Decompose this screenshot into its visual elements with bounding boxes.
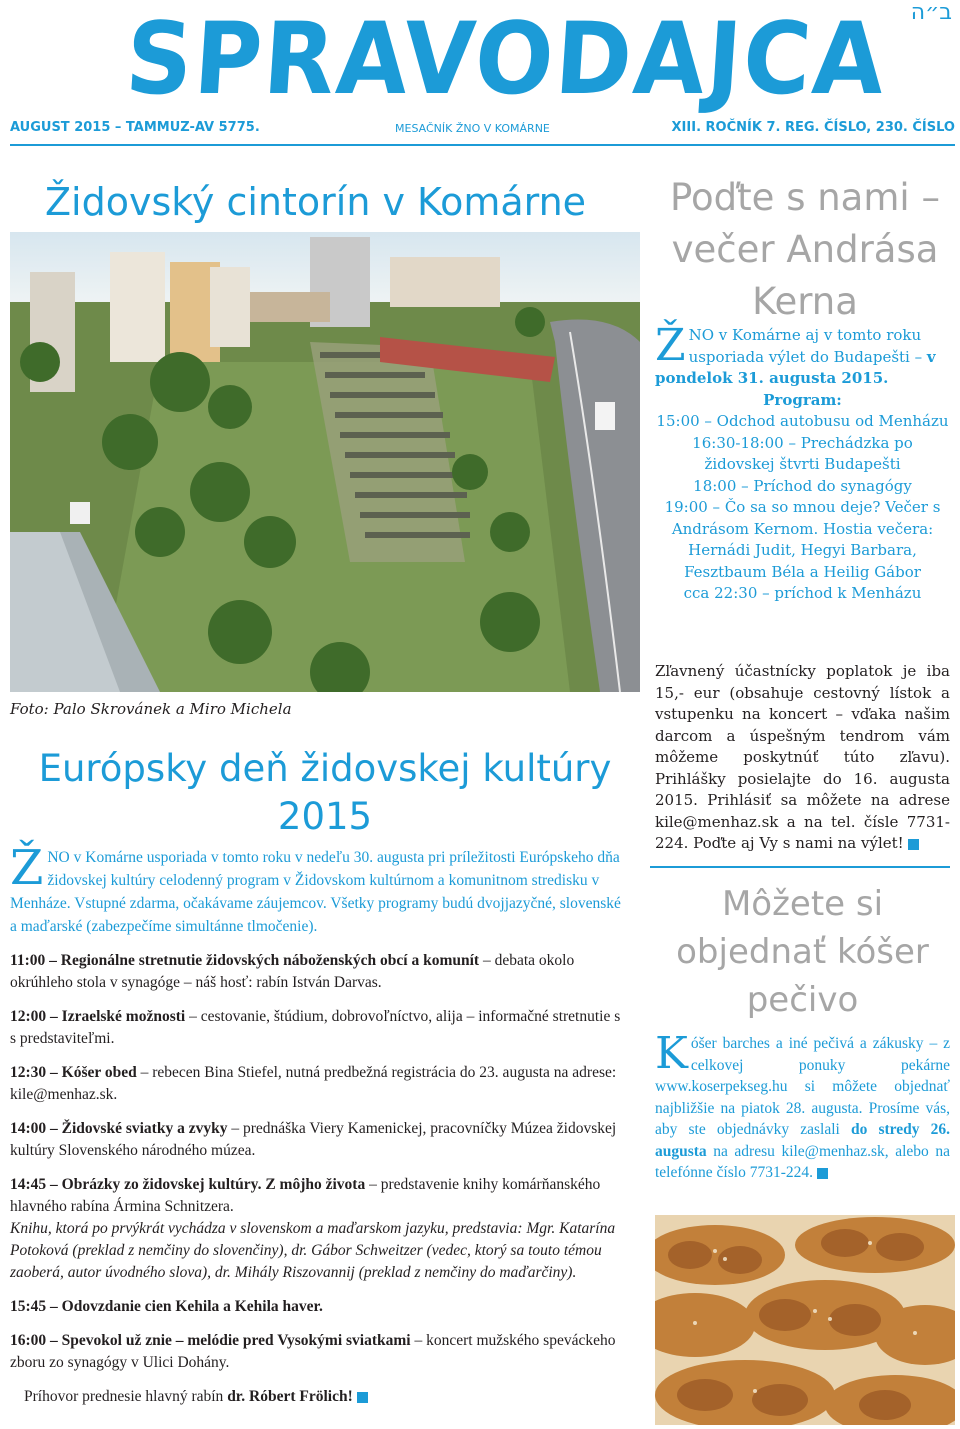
trip-program-item: 19:00 – Čo sa so mnou deje? Večer s Andrásom Kernom. Hostia večera: Hernádi Judit, Hegyi Barbara, Fesztbaum Béla a Heilig Gábor (664, 498, 941, 581)
culture-intro (10, 840, 630, 938)
cemetery-heading: Židovský cintorín v Komárne (45, 180, 587, 224)
header-rule (10, 144, 955, 146)
culture-program (10, 950, 630, 1420)
program-item: 15:45 – Odovzdanie cien Kehila a Kehila haver. (10, 1298, 323, 1315)
trip-program-item: 16:30-18:00 – Prechádzka po židovskej štvrti Budapešti (692, 433, 913, 473)
culture-intro-text: NO v Komárne usporiada v tomto roku v nedeľu 30. augusta pri príležitosti Európskeho dňa židovskej kultúry celodenný program v Židovskom kultúrnom a komunitnom stredisku v Menháze. Vstupné zdarma, očakávame záujemcov. Všetky programy budú dvojjazyčné, slovenské a maďarské (zabezpečíme simultánne tlmočenie). (10, 849, 621, 935)
culture-heading-line1: Európsky deň židovskej kultúry (38, 747, 612, 790)
trip-program-label: Program: (763, 390, 842, 409)
program-item: 14:00 – Židovské sviatky a zvyky – prednáška Viery Kamenickej, pracovníčky Múzea židovskej kultúry Slovenského národného múzea. (10, 1120, 617, 1159)
issue-bar (10, 120, 955, 142)
end-mark-icon (908, 839, 919, 850)
program-item: 12:00 – Izraelské možnosti – cestovanie, štúdium, dobrovoľníctvo, alija – informačné stretnutie s s predstaviteľmi. (10, 1008, 621, 1047)
end-mark-icon (357, 1392, 368, 1403)
trip-article (655, 320, 950, 605)
kosher-dropcap: K (655, 1028, 688, 1079)
culture-heading (10, 745, 640, 841)
program-item: 12:30 – Kóšer obed – rebecen Bina Stiefel, nutná predbežná registrácia do 23. augusta na adrese: kile@menhaz.sk. (10, 1064, 617, 1103)
trip-program-item: 15:00 – Odchod autobusu od Menházu (656, 412, 949, 430)
program-item: 11:00 – Regionálne stretnutie židovských náboženských obcí a komunít – debata okolo okrúhleho stola v synagóge – náš hosť: rabín István Darvas. (10, 952, 575, 991)
trip-fee (655, 661, 950, 855)
trip-heading: Poďte s nami – večer Andrása Kerna (670, 176, 940, 323)
photo-caption: Foto: Palo Skrovánek a Miro Michela (10, 700, 292, 718)
trip-fee-text: Zľavnený účastnícky poplatok je iba 15,- eur (obsahuje cestovný lístok a vstupenku na koncert – vďaka našim darcom a úspešným tendrom vám môžeme poskytnúť túto zľavu). Prihlášky posielajte do 16. augusta 2015. Prihlásiť sa môžete na adrese kile@menhaz.sk a na tel. čísle 7731-224. Poďte aj Vy s nami na výlet! (655, 662, 950, 852)
issue-date: AUGUST 2015 – TAMMUZ-AV 5775. (10, 120, 260, 135)
kosher-article: Kóšer barches a iné pečivá a zákusky – z celkovej ponuky pekárne www.koserpekseg.hu si môžete objednať najbližšie na piatok 28. augusta. Prosíme vás, aby ste objednávky zaslali do stredy 26. augusta na adresu kile@menhaz.sk, alebo na telefónne číslo 7731-224. (655, 1028, 950, 1181)
bread-photo (655, 1215, 955, 1425)
trip-date: v pondelok 31. augusta 2015. (655, 347, 936, 387)
issue-publisher: MESAČNÍK ŽNO V KOMÁRNE (395, 122, 550, 135)
trip-program-item: 18:00 – Príchod do synagógy (693, 476, 912, 495)
book-note: Knihu, ktorá po prvýkrát vychádza v slovenskom a maďarskom jazyku, predstavia: Mgr. Katarína Potoková (preklad z nemčiny do slovenčiny), dr. Gábor Schweitzer (vedec, ktorý sa touto témou zaoberá, autor úvodného slova), dr. Mihály Riszovannij (preklad z nemčiny do maďarčiny). (10, 1220, 616, 1281)
program-item: 16:00 – Spevokol už znie – melódie pred Vysokými sviatkami – koncert mužského speváckeho zboru zo synagógy v Ulici Dohány. (10, 1332, 616, 1371)
end-mark-icon (817, 1168, 828, 1179)
masthead-title: SPRAVODAJCA (122, 1, 890, 117)
trip-intro: NO v Komárne aj v tomto roku usporiada výlet do Budapešti – (688, 326, 927, 366)
program-item: 14:45 – Obrázky zo židovskej kultúry. Z môjho života – predstavenie knihy komárňanského hlavného rabína Ármina Schnitzera. (10, 1176, 601, 1215)
trip-dropcap: Ž (655, 320, 686, 371)
kosher-heading: Môžete si objednať kóšer pečivo (676, 884, 929, 1020)
column-rule (650, 866, 950, 868)
culture-dropcap: Ž (10, 840, 44, 896)
bh-mark: ב״ה (910, 0, 952, 25)
culture-heading-line2: 2015 (277, 795, 373, 838)
closing-line: Príhovor prednesie hlavný rabín dr. Róbert Frölich! (10, 1386, 630, 1408)
masthead (122, 0, 890, 117)
trip-program-item: cca 22:30 – príchod k Menházu (683, 584, 922, 602)
cemetery-photo (10, 232, 640, 692)
issue-number: XIII. ROČNÍK 7. REG. ČÍSLO, 230. ČÍSLO (671, 120, 955, 135)
